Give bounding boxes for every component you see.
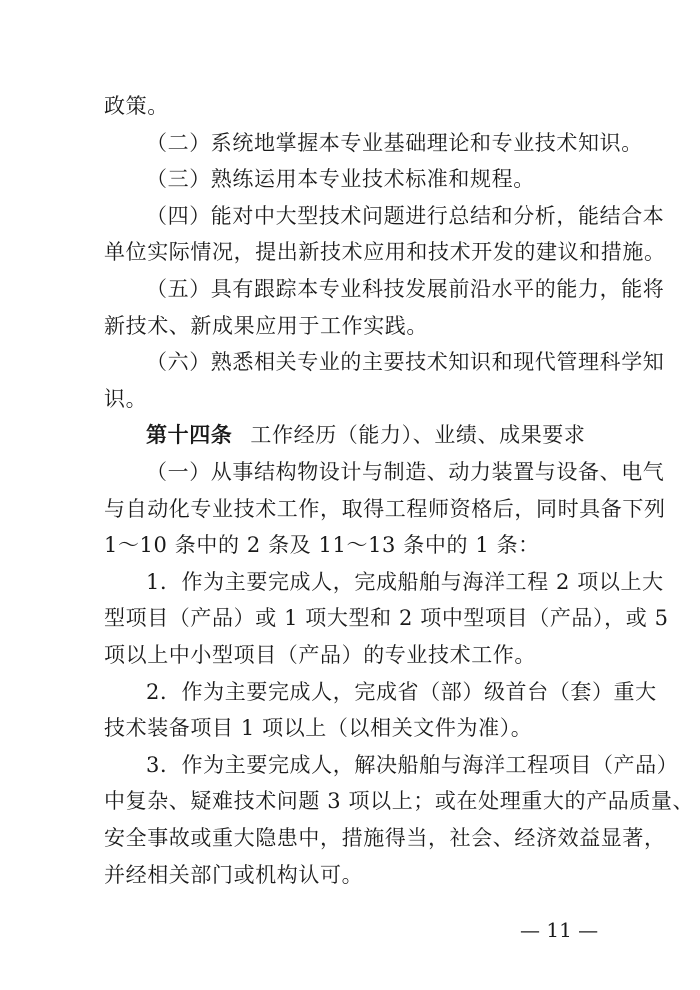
text-line: （一）从事结构物设计与制造、动力装置与设备、电气 xyxy=(146,460,665,484)
text-line: （四）能对中大型技术问题进行总结和分析，能结合本 xyxy=(146,203,665,228)
text-line: 中复杂、疑难技术问题 3 项以上；或在处理重大的产品质量、 xyxy=(104,789,695,814)
page-number: — 11 — xyxy=(520,918,599,942)
text-line: 识。 xyxy=(104,386,148,411)
text-line: 3．作为主要完成人，解决船舶与海洋工程项目（产品） xyxy=(146,752,679,777)
text-line: 安全事故或重大隐患中，措施得当，社会、经济效益显著， xyxy=(104,826,666,850)
text-line: 型项目（产品）或 1 项大型和 2 项中型项目（产品），或 5 xyxy=(104,606,669,631)
text-line: 新技术、新成果应用于工作实践。 xyxy=(104,313,428,338)
text-line: （三）熟练运用本专业技术标准和规程。 xyxy=(146,167,535,192)
article-heading xyxy=(146,423,586,447)
text-line: 与自动化专业技术工作，取得工程师资格后，同时具备下列 xyxy=(104,496,666,521)
text-line: 政策。 xyxy=(104,94,169,118)
article-number: 第十四条 xyxy=(146,422,233,448)
text-line: 2．作为主要完成人，完成省（部）级首台（套）重大 xyxy=(146,679,657,704)
text-line: 1～10 条中的 2 条及 11～13 条中的 1 条： xyxy=(104,533,540,558)
text-line: 项以上中小型项目（产品）的专业技术工作。 xyxy=(104,643,536,667)
text-line: （二）系统地掌握本专业基础理论和专业技术知识。 xyxy=(146,130,643,155)
text-line: 技术装备项目 1 项以上（以相关文件为准）。 xyxy=(104,716,533,741)
text-line: （六）熟悉相关专业的主要技术知识和现代管理科学知 xyxy=(146,350,665,375)
text-line: 并经相关部门或机构认可。 xyxy=(104,862,364,887)
article-title: 工作经历（能力）、业绩、成果要求 xyxy=(250,423,586,448)
text-line: 单位实际情况，提出新技术应用和技术开发的建议和措施。 xyxy=(104,240,666,265)
text-line: 1．作为主要完成人，完成船舶与海洋工程 2 项以上大 xyxy=(146,569,664,594)
text-line: （五）具有跟踪本专业科技发展前沿水平的能力，能将 xyxy=(146,277,665,301)
